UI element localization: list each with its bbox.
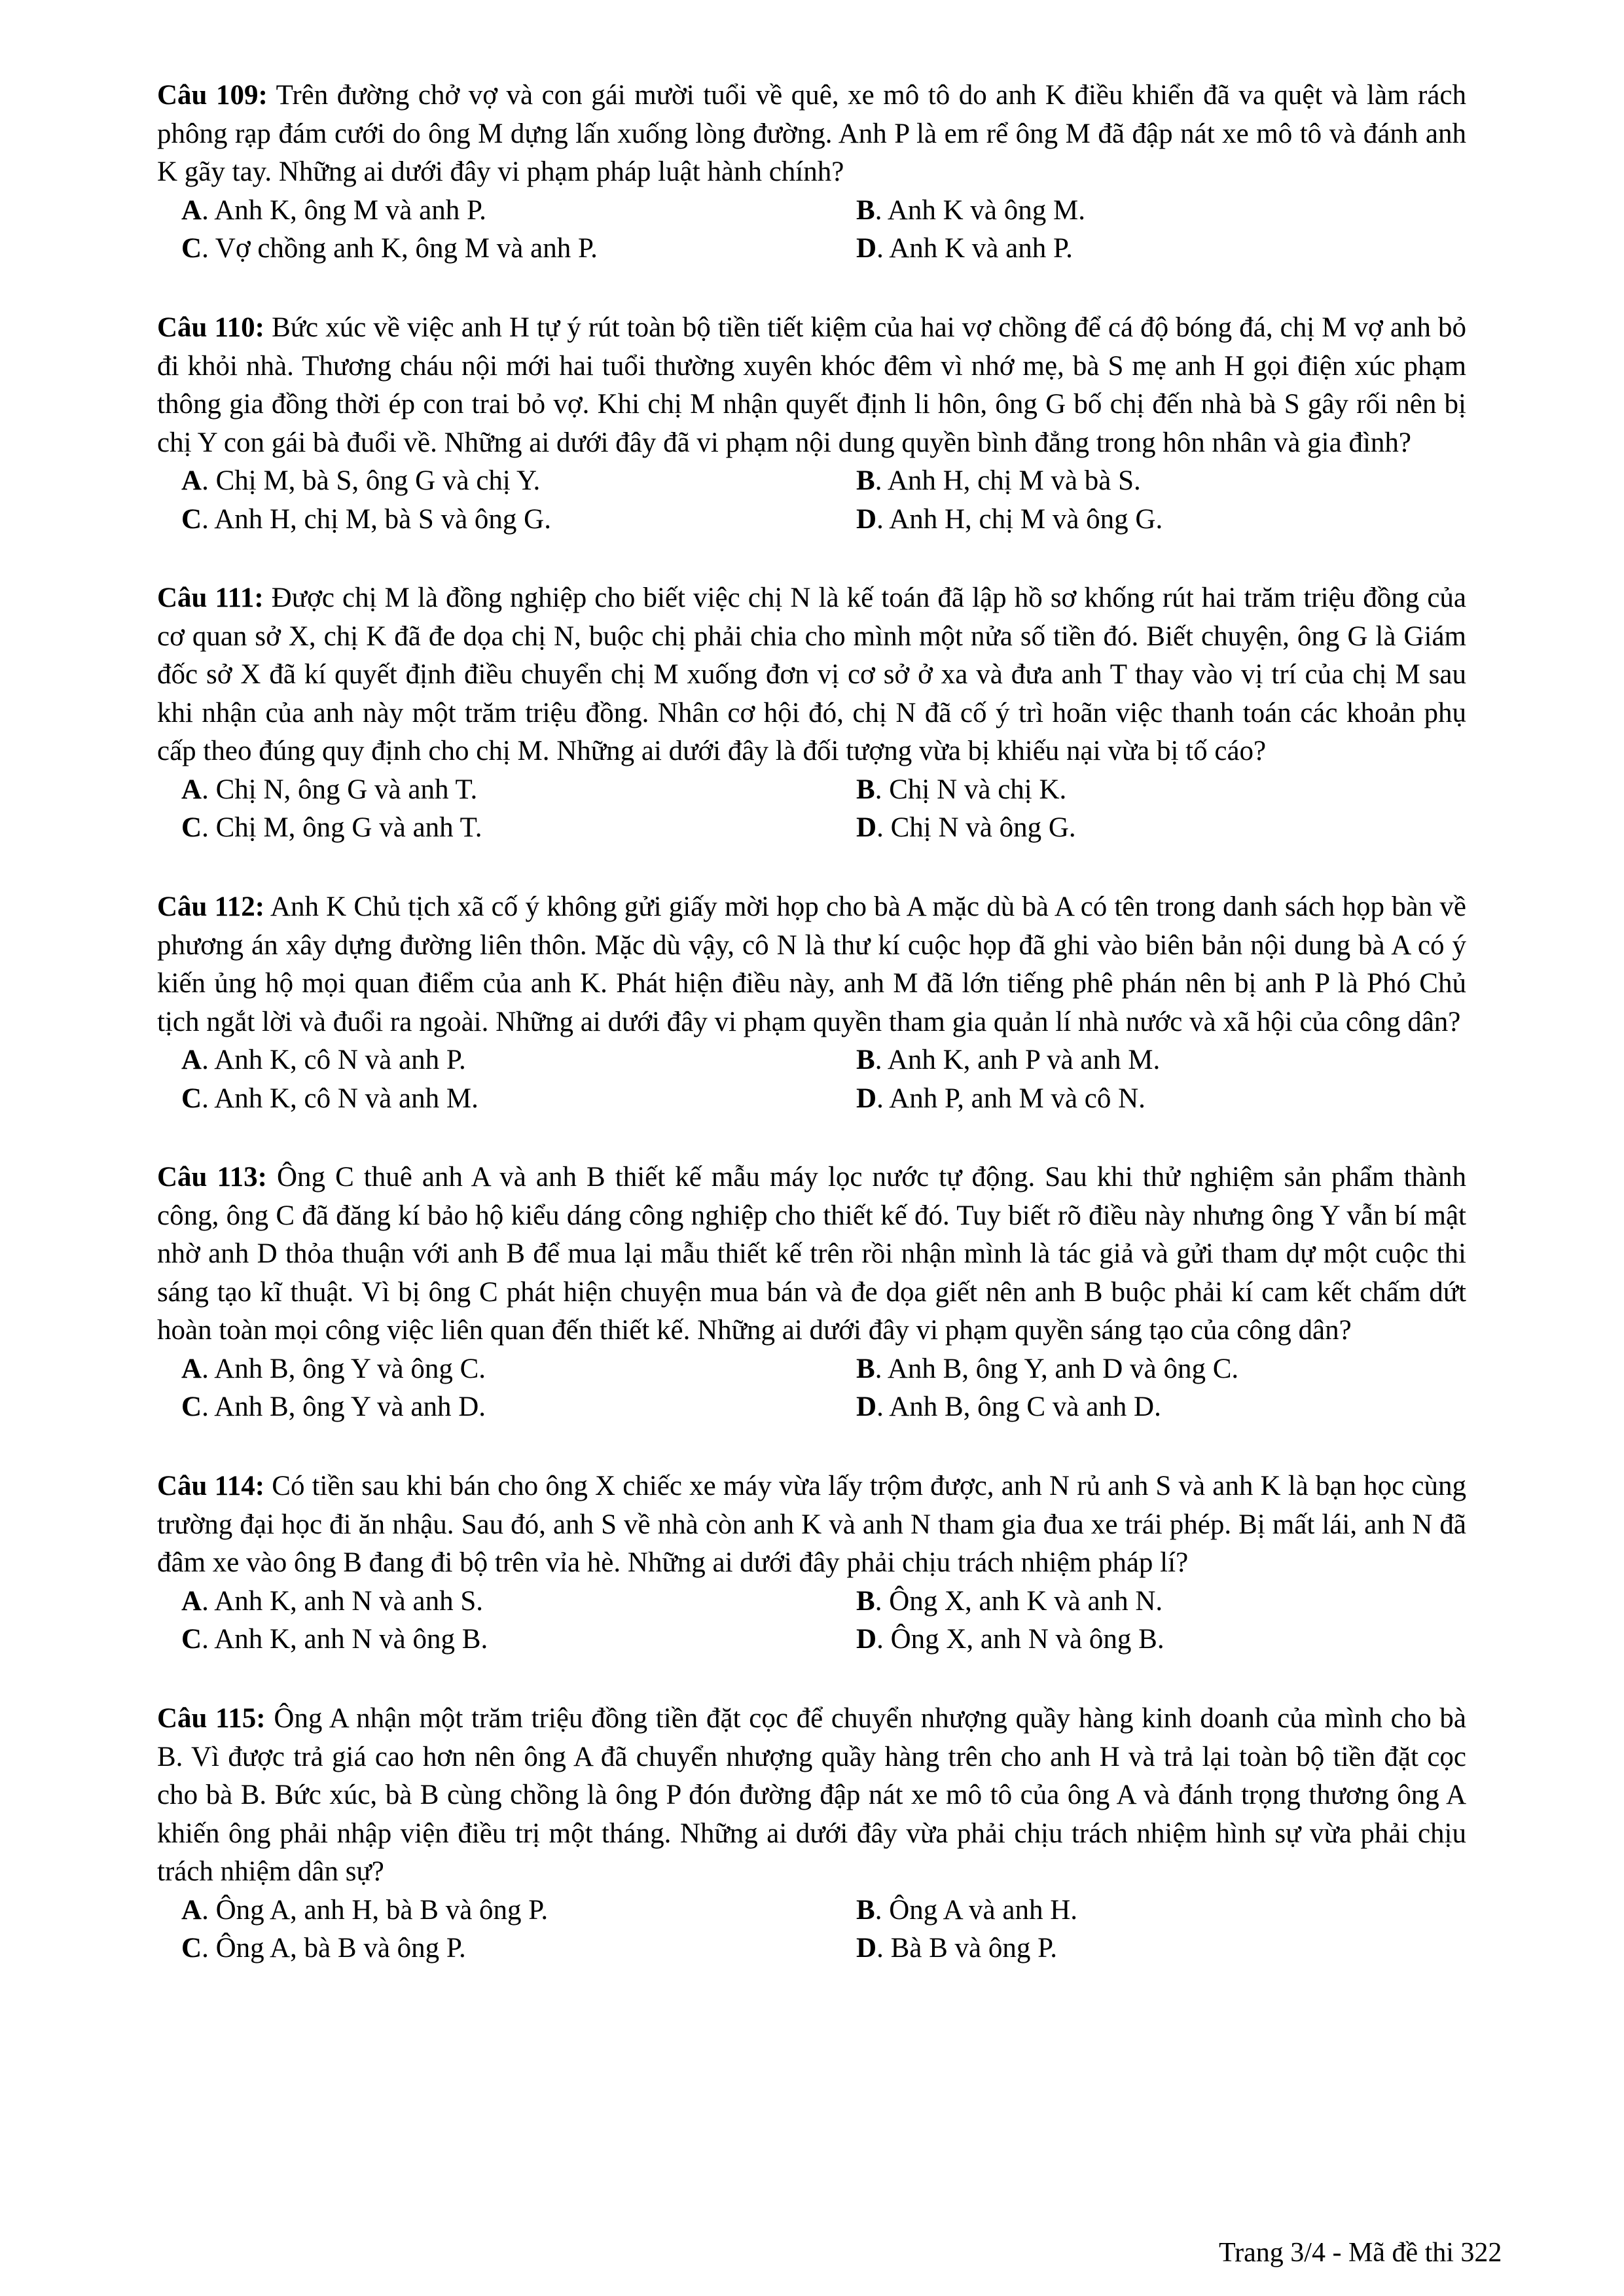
option-letter: D: [856, 503, 877, 535]
option-c[interactable]: [181, 501, 551, 539]
option-a[interactable]: [181, 462, 540, 501]
question-body: Ông C thuê anh A và anh B thiết kế mẫu máy lọc nước tự động. Sau khi thử nghiệm sản phẩm thành công, ông C đã đăng kí bảo hộ kiểu dáng công nghiệp cho thiết kế đó. Tuy biết rõ điều này nhưng ông Y vẫn bí mật nhờ anh D thỏa thuận với anh B để mua lại mẫu thiết kế trên rồi nhận mình là tác giả và gửi tham dự một cuộc thi sáng tạo kĩ thuật. Vì bị ông C phát hiện chuyện mua bán và đe dọa giết nên anh B buộc phải kí cam kết chấm dứt hoàn toàn mọi công việc liên quan đến thiết kế. Những ai dưới đây vi phạm quyền sáng tạo của công dân?: [157, 1162, 1466, 1346]
question-text: [157, 1467, 1466, 1583]
question-113: [157, 1158, 1466, 1427]
option-letter: B: [856, 1353, 875, 1384]
option-letter: A: [181, 194, 202, 226]
question-112: [157, 888, 1466, 1118]
question-109: [157, 77, 1466, 268]
option-a[interactable]: [181, 1041, 466, 1080]
question-110: [157, 309, 1466, 539]
option-letter: C: [181, 503, 202, 535]
option-text: . Chị N và ông G.: [876, 812, 1076, 843]
option-text: . Ông X, anh N và ông B.: [876, 1624, 1164, 1655]
option-text: . Chị M, ông G và anh T.: [202, 812, 482, 843]
option-d[interactable]: [856, 1621, 1164, 1659]
question-114: [157, 1467, 1466, 1659]
option-c[interactable]: [181, 1080, 478, 1119]
option-text: . Anh B, ông C và anh D.: [876, 1391, 1161, 1422]
answer-options: [157, 771, 1466, 848]
option-b[interactable]: [856, 462, 1141, 501]
option-letter: A: [181, 774, 202, 805]
option-text: . Anh K, anh N và ông B.: [202, 1624, 488, 1655]
option-a[interactable]: [181, 771, 477, 810]
option-text: . Anh K, cô N và anh P.: [202, 1045, 466, 1075]
option-letter: A: [181, 465, 202, 496]
question-text: [157, 77, 1466, 192]
question-text: [157, 888, 1466, 1041]
option-letter: C: [181, 1933, 202, 1964]
question-body: Anh K Chủ tịch xã cố ý không gửi giấy mời họp cho bà A mặc dù bà A có tên trong danh sách họp bàn về phương án xây dựng đường liên thôn. Mặc dù vậy, cô N là thư kí cuộc họp đã ghi vào biên bản nội dung bà A có ý kiến ủng hộ mọi quan điểm của anh K. Phát hiện điều này, anh M đã lớn tiếng phê phán nên bị anh P là Phó Chủ tịch ngắt lời và đuổi ra ngoài. Những ai dưới đây vi phạm quyền tham gia quản lí nhà nước và xã hội của công dân?: [157, 891, 1466, 1037]
option-text: . Bà B và ông P.: [876, 1933, 1057, 1964]
question-number: Câu 111:: [157, 583, 264, 613]
option-letter: A: [181, 1585, 202, 1617]
option-text: . Anh H, chị M và ông G.: [876, 503, 1163, 535]
question-number: Câu 115:: [157, 1703, 266, 1734]
option-c[interactable]: [181, 230, 598, 268]
question-text: [157, 1700, 1466, 1892]
question-number: Câu 114:: [157, 1471, 265, 1501]
question-body: Có tiền sau khi bán cho ông X chiếc xe máy vừa lấy trộm được, anh N rủ anh S và anh K là bạn học cùng trường đại học đi ăn nhậu. Sau đó, anh S về nhà còn anh K và anh N tham gia đua xe trái phép. Bị mất lái, anh N đã đâm xe vào ông B đang đi bộ trên vỉa hè. Những ai dưới đây phải chịu trách nhiệm pháp lí?: [157, 1471, 1467, 1578]
option-letter: D: [856, 1933, 877, 1964]
option-a[interactable]: [181, 1892, 548, 1930]
option-letter: B: [856, 1894, 875, 1926]
page-footer: Trang 3/4 - Mã đề thi 322: [1219, 2238, 1502, 2268]
option-letter: B: [856, 465, 875, 496]
question-111: [157, 579, 1466, 848]
option-text: . Anh K, cô N và anh M.: [202, 1083, 478, 1114]
question-115: [157, 1700, 1466, 1968]
option-text: . Anh K, anh N và anh S.: [202, 1585, 484, 1617]
option-letter: C: [181, 1624, 202, 1655]
option-letter: D: [856, 1391, 877, 1422]
answer-options: [157, 192, 1466, 268]
question-body: Ông A nhận một trăm triệu đồng tiền đặt cọc để chuyển nhượng quầy hàng kinh doanh của mình cho bà B. Vì được trả giá cao hơn nên ông A đã chuyển nhượng quầy hàng trên cho anh H và trả lại toàn bộ tiền đặt cọc cho bà B. Bức xúc, bà B cùng chồng là ông P đón đường đập nát xe mô tô của ông A và đánh trọng thương ông A khiến ông phải nhập viện điều trị một tháng. Những ai dưới đây vừa phải chịu trách nhiệm hình sự vừa phải chịu trách nhiệm dân sự?: [157, 1703, 1467, 1887]
option-letter: D: [856, 1083, 877, 1114]
option-a[interactable]: [181, 192, 486, 230]
option-letter: B: [856, 194, 875, 226]
option-c[interactable]: [181, 1621, 488, 1659]
option-text: . Anh H, chị M và bà S.: [875, 465, 1141, 496]
option-letter: D: [856, 233, 877, 264]
option-d[interactable]: [856, 809, 1076, 848]
option-letter: C: [181, 233, 202, 264]
option-text: . Vợ chồng anh K, ông M và anh P.: [202, 233, 598, 264]
option-c[interactable]: [181, 1929, 466, 1968]
option-text: . Chị M, bà S, ông G và chị Y.: [202, 465, 541, 496]
option-text: . Ông A, bà B và ông P.: [202, 1933, 466, 1964]
option-text: . Anh B, ông Y, anh D và ông C.: [875, 1353, 1239, 1384]
option-letter: B: [856, 1045, 875, 1075]
option-letter: C: [181, 812, 202, 843]
option-letter: C: [181, 1083, 202, 1114]
option-d[interactable]: [856, 1080, 1146, 1119]
question-body: Trên đường chở vợ và con gái mười tuổi về quê, xe mô tô do anh K điều khiển đã va quệt và làm rách phông rạp đám cưới do ông M dựng lấn xuống lòng đường. Anh P là em rể ông M đã đập nát xe mô tô và đánh anh K gãy tay. Những ai dưới đây vi phạm pháp luật hành chính?: [157, 80, 1466, 187]
question-text: [157, 1158, 1466, 1350]
question-body: Bức xúc về việc anh H tự ý rút toàn bộ tiền tiết kiệm của hai vợ chồng để cá độ bóng đá, chị M vợ anh bỏ đi khỏi nhà. Thương cháu nội mới hai tuổi thường xuyên khóc đêm vì nhớ mẹ, bà S mẹ anh H gọi điện xúc phạm thông gia đồng thời ép con trai bỏ vợ. Khi chị M nhận quyết định li hôn, ông G bố chị đến nhà bà S gây rối nên bị chị Y con gái bà đuổi về. Những ai dưới đây đã vi phạm nội dung quyền bình đẳng trong hôn nhân và gia đình?: [157, 312, 1466, 458]
option-a[interactable]: [181, 1350, 486, 1389]
option-b[interactable]: [856, 1892, 1077, 1930]
option-d[interactable]: [856, 230, 1073, 268]
answer-options: [157, 462, 1466, 539]
option-b[interactable]: [856, 192, 1085, 230]
option-text: . Chị N, ông G và anh T.: [202, 774, 478, 805]
answer-options: [157, 1041, 1466, 1118]
option-letter: A: [181, 1894, 202, 1926]
answer-options: [157, 1350, 1466, 1427]
option-b[interactable]: [856, 1041, 1160, 1080]
question-number: Câu 112:: [157, 891, 265, 922]
option-letter: B: [856, 1585, 875, 1617]
option-text: . Anh H, chị M, bà S và ông G.: [202, 503, 551, 535]
option-d[interactable]: [856, 1388, 1161, 1427]
question-text: [157, 309, 1466, 462]
option-text: . Chị N và chị K.: [875, 774, 1067, 805]
option-c[interactable]: [181, 1388, 486, 1427]
option-text: . Anh P, anh M và cô N.: [876, 1083, 1146, 1114]
option-letter: B: [856, 774, 875, 805]
option-b[interactable]: [856, 1583, 1163, 1621]
option-text: . Anh B, ông Y và ông C.: [202, 1353, 486, 1384]
option-text: . Anh K và ông M.: [875, 194, 1085, 226]
question-body: Được chị M là đồng nghiệp cho biết việc chị N là kế toán đã lập hồ sơ khống rút hai trăm triệu đồng của cơ quan sở X, chị K đã đe dọa chị N, buộc chị phải chia cho mình một nửa số tiền đó. Biết chuyện, ông G là Giám đốc sở X đã kí quyết định điều chuyển chị M xuống đơn vị cơ sở ở xa và đưa anh T thay vào vị trí của chị M sau khi nhận của anh này một trăm triệu đồng. Nhân cơ hội đó, chị N đã cố ý trì hoãn việc thanh toán các khoản phụ cấp theo đúng quy định cho chị M. Những ai dưới đây là đối tượng vừa bị khiếu nại vừa bị tố cáo?: [157, 583, 1466, 766]
option-c[interactable]: [181, 809, 482, 848]
question-number: Câu 110:: [157, 312, 264, 343]
option-letter: D: [856, 1624, 877, 1655]
question-number: Câu 113:: [157, 1162, 267, 1193]
option-b[interactable]: [856, 771, 1066, 810]
option-text: . Ông A và anh H.: [875, 1894, 1078, 1926]
option-text: . Ông A, anh H, bà B và ông P.: [202, 1894, 549, 1926]
option-b[interactable]: [856, 1350, 1238, 1389]
option-text: . Anh K, ông M và anh P.: [202, 194, 486, 226]
option-d[interactable]: [856, 501, 1163, 539]
answer-options: [157, 1583, 1466, 1659]
option-d[interactable]: [856, 1929, 1057, 1968]
answer-options: [157, 1892, 1466, 1968]
option-text: . Anh K, anh P và anh M.: [875, 1045, 1161, 1075]
option-a[interactable]: [181, 1583, 483, 1621]
option-text: . Anh B, ông Y và anh D.: [202, 1391, 486, 1422]
option-letter: A: [181, 1045, 202, 1075]
question-number: Câu 109:: [157, 80, 268, 111]
option-letter: C: [181, 1391, 202, 1422]
option-letter: A: [181, 1353, 202, 1384]
option-text: . Ông X, anh K và anh N.: [875, 1585, 1163, 1617]
question-text: [157, 579, 1466, 771]
option-letter: D: [856, 812, 877, 843]
option-text: . Anh K và anh P.: [876, 233, 1073, 264]
